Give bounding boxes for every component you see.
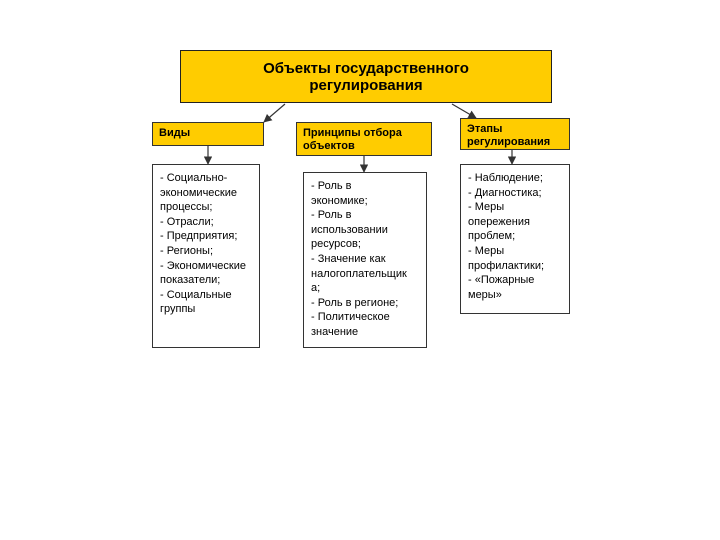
list-item: процессы; — [160, 201, 213, 214]
list-item: опережения — [468, 215, 530, 228]
list-item: а; — [311, 282, 321, 295]
header-vidy — [152, 122, 264, 146]
list-item: - Роль в — [311, 180, 352, 192]
list-item: группы — [160, 303, 196, 316]
list-item: - Значение как — [311, 252, 386, 265]
list-principy — [303, 172, 427, 348]
list-item: налогоплательщик — [311, 267, 407, 280]
header-label: Этапы — [467, 123, 503, 135]
list-item: - Диагностика; — [468, 186, 542, 199]
list-item: - Регионы; — [160, 244, 214, 257]
list-item: - «Пожарные — [468, 274, 535, 287]
list-item: использовании — [311, 223, 388, 236]
list-item: значение — [311, 325, 359, 338]
root-node — [180, 50, 552, 103]
list-item: экономические — [160, 186, 237, 199]
list-item: - Социально- — [160, 172, 228, 184]
list-item: показатели; — [160, 274, 221, 287]
list-item: - Наблюдение; — [468, 172, 543, 184]
list-item: - Роль в — [311, 209, 352, 222]
root-title-line: Объекты государственного — [263, 59, 469, 77]
list-item: - Отрасли; — [160, 215, 214, 228]
arrow-root-to-etapy — [452, 104, 476, 118]
list-item: меры» — [468, 288, 502, 301]
list-item: - Экономические — [160, 259, 247, 272]
list-item: - Роль в регионе; — [311, 296, 399, 309]
list-item: - Социальные — [160, 288, 232, 301]
list-vidy — [152, 164, 260, 348]
arrow-root-to-vidy — [264, 104, 285, 122]
header-label: Принципы отбора — [303, 127, 402, 139]
list-item: - Меры — [468, 201, 505, 214]
header-label: Виды — [159, 127, 191, 139]
list-item: экономике; — [311, 194, 368, 207]
header-label: регулирования — [467, 136, 551, 148]
list-item: - Политическое — [311, 311, 390, 324]
list-item: ресурсов; — [311, 238, 361, 251]
root-title-line: регулирования — [309, 76, 423, 94]
header-label: объектов — [303, 140, 355, 152]
header-principy — [296, 122, 432, 156]
list-item: - Предприятия; — [160, 230, 238, 243]
list-etapy — [460, 164, 570, 314]
header-etapy — [460, 118, 570, 150]
list-item: - Меры — [468, 244, 505, 257]
list-item: профилактики; — [468, 259, 545, 272]
list-item: проблем; — [468, 230, 516, 243]
